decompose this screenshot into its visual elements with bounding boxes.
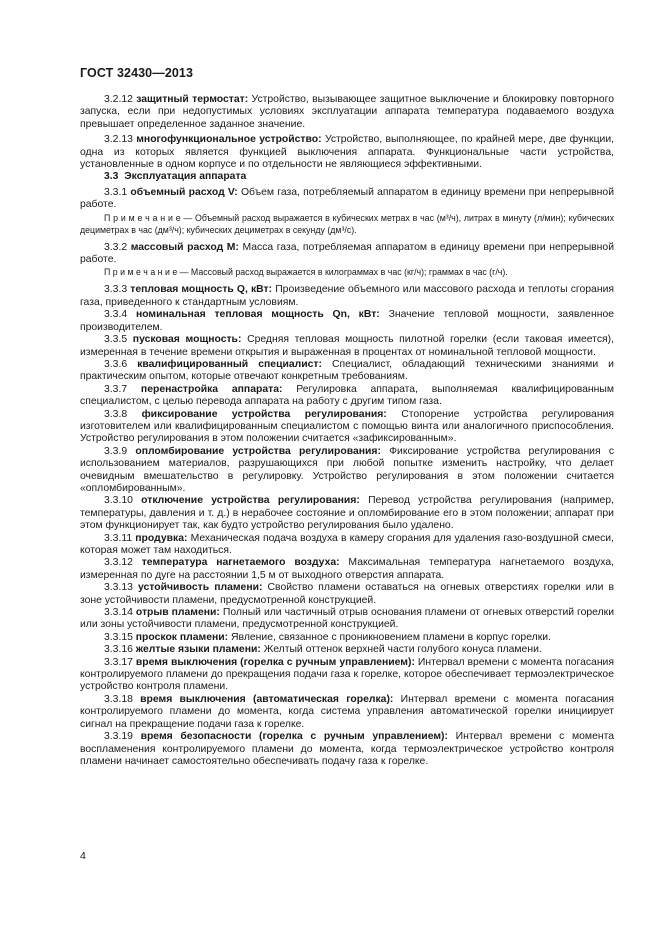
clause-3-3-1: 3.3.1 объемный расход V: Объем газа, потребляемый аппаратом в единицу времени при непрерывной работе. bbox=[80, 186, 615, 211]
clause-3-3-15: 3.3.15 проскок пламени: Явление, связанное с проникновением пламени в корпус горелки. bbox=[104, 631, 551, 643]
page-number: 4 bbox=[80, 850, 86, 862]
note-volume-flow: П р и м е ч а н и е — Объемный расход выражается в кубических метрах в час (м³/ч), литрах в минуту (л/мин); кубических дециметрах в час (дм³/ч); кубических дециметрах в секунду (дм³/с). bbox=[80, 212, 614, 235]
clause-3-3-12: 3.3.12 температура нагнетаемого воздуха: Максимальная температура нагнетаемого воздуха, измеренная по дуге на расстоянии 1,5 м от выходного отверстия аппарата. bbox=[80, 557, 614, 581]
clause-3-3-6: 3.3.6 квалифицированный специалист: Специалист, обладающий техническими знаниями и практическим опытом, которые отвечают конкретным требованиям. bbox=[80, 358, 614, 383]
document-body bbox=[80, 94, 614, 768]
clause-3-3-16: 3.3.16 желтые языки пламени: Желтый оттенок верхней части голубого конуса пламени. bbox=[104, 644, 542, 656]
clause-3-3-9: 3.3.9 опломбирование устройства регулирования: Фиксирование устройства регулирования с использованием материалов, разрушающихся при любой попытке изменить настройку, что делает очевидным вмешательство в регулировку. Устройство регулирования в этом положении считается «опломбированным». bbox=[80, 445, 615, 494]
clause-3-3-18: 3.3.18 время выключения (автоматическая горелка): Интервал времени с момента погасания контролируемого пламени до момента, когда система управления автоматической горелки инициирует сигнал на прекращение подачи газа к горелке. bbox=[80, 693, 614, 730]
document-header: ГОСТ 32430—2013 bbox=[80, 66, 194, 80]
clause-3-3-17: 3.3.17 время выключения (горелка с ручным управлением): Интервал времени с момента погасания контролируемого пламени до прекращения подачи газа к горелке, которое обеспечивает термоэлектрическое устройство контроля пламени. bbox=[80, 656, 614, 693]
section-heading-3-3: 3.3 Эксплуатация аппарата bbox=[104, 171, 247, 183]
note-mass-flow: П р и м е ч а н и е — Массовый расход выражается в килограммах в час (кг/ч); граммах в час (г/ч). bbox=[104, 267, 508, 278]
clause-3-3-7: 3.3.7 перенастройка аппарата: Регулировка аппарата, выполняемая квалифицированным специалистом, с целью перевода аппарата на работу с другим типом газа. bbox=[80, 383, 614, 408]
clause-3-3-14: 3.3.14 отрыв пламени: Полный или частичный отрыв основания пламени от огневых отверстий горелки или зоны устойчивости пламени, предусмотренной конструкцией. bbox=[80, 607, 615, 631]
clause-3-3-10: 3.3.10 отключение устройства регулирования: Перевод устройства регулирования (например, температуры, давления и т. д.) в нерабочее состояние и опломбирование его в этом положении; аппарат при этом функционирует так, как будто устройство регулирования было удалено. bbox=[80, 495, 614, 532]
clause-3-3-8: 3.3.8 фиксирование устройства регулирования: Стопорение устройства регулирования изготовителем или квалифицированным специалистом с помощью винта или аналогичного приспособления. Устройство регулирования в этом положении считается «зафиксированным». bbox=[80, 408, 614, 445]
clause-3-2-13: 3.2.13 многофункциональное устройство: Устройство, выполняющее, по крайней мере, две функции, одна из которых является функцией выключения аппарата. Функциональные части устройства, установленные в одном корпусе и по отдельности не являющиеся эффективными. bbox=[80, 134, 615, 171]
clause-3-3-3: 3.3.3 тепловая мощность Q, кВт: Произведение объемного или массового расхода и теплоты сгорания газа, приведенного к стандартным условиям. bbox=[80, 284, 614, 308]
clause-3-2-12: 3.2.12 защитный термостат: Устройство, вызывающее защитное выключение и блокировку повторного запуска, если при недопустимых условиях эксплуатации аппарата температура подаваемого воздуха превышает определенное заданное значение. bbox=[80, 94, 615, 130]
clause-3-3-4: 3.3.4 номинальная тепловая мощность Qn, кВт: Значение тепловой мощности, заявленное производителем. bbox=[80, 309, 614, 333]
clause-3-3-2: 3.3.2 массовый расход M: Масса газа, потребляемая аппаратом в единицу времени при непрерывной работе. bbox=[80, 241, 615, 266]
clause-3-3-13: 3.3.13 устойчивость пламени: Свойство пламени оставаться на огневых отверстиях горелки или в зоне устойчивости пламени, предусмотренной конструкцией. bbox=[80, 582, 614, 606]
clause-3-3-19: 3.3.19 время безопасности (горелка с ручным управлением): Интервал времени с момента воспламенения контролируемого пламени до момента, когда термоэлектрическое устройство контроля пламени начинает самостоятельно обеспечивать подачу газа к горелке. bbox=[80, 731, 615, 767]
clause-3-3-11: 3.3.11 продувка: Механическая подача воздуха в камеру сгорания для удаления газо-воздушной смеси, которая может там находиться. bbox=[80, 532, 614, 556]
clause-3-3-5: 3.3.5 пусковая мощность: Средняя тепловая мощность пилотной горелки (если таковая имеется), измеренная в течение времени открытия и выраженная в процентах от номинальной тепловой мощности. bbox=[80, 334, 614, 358]
